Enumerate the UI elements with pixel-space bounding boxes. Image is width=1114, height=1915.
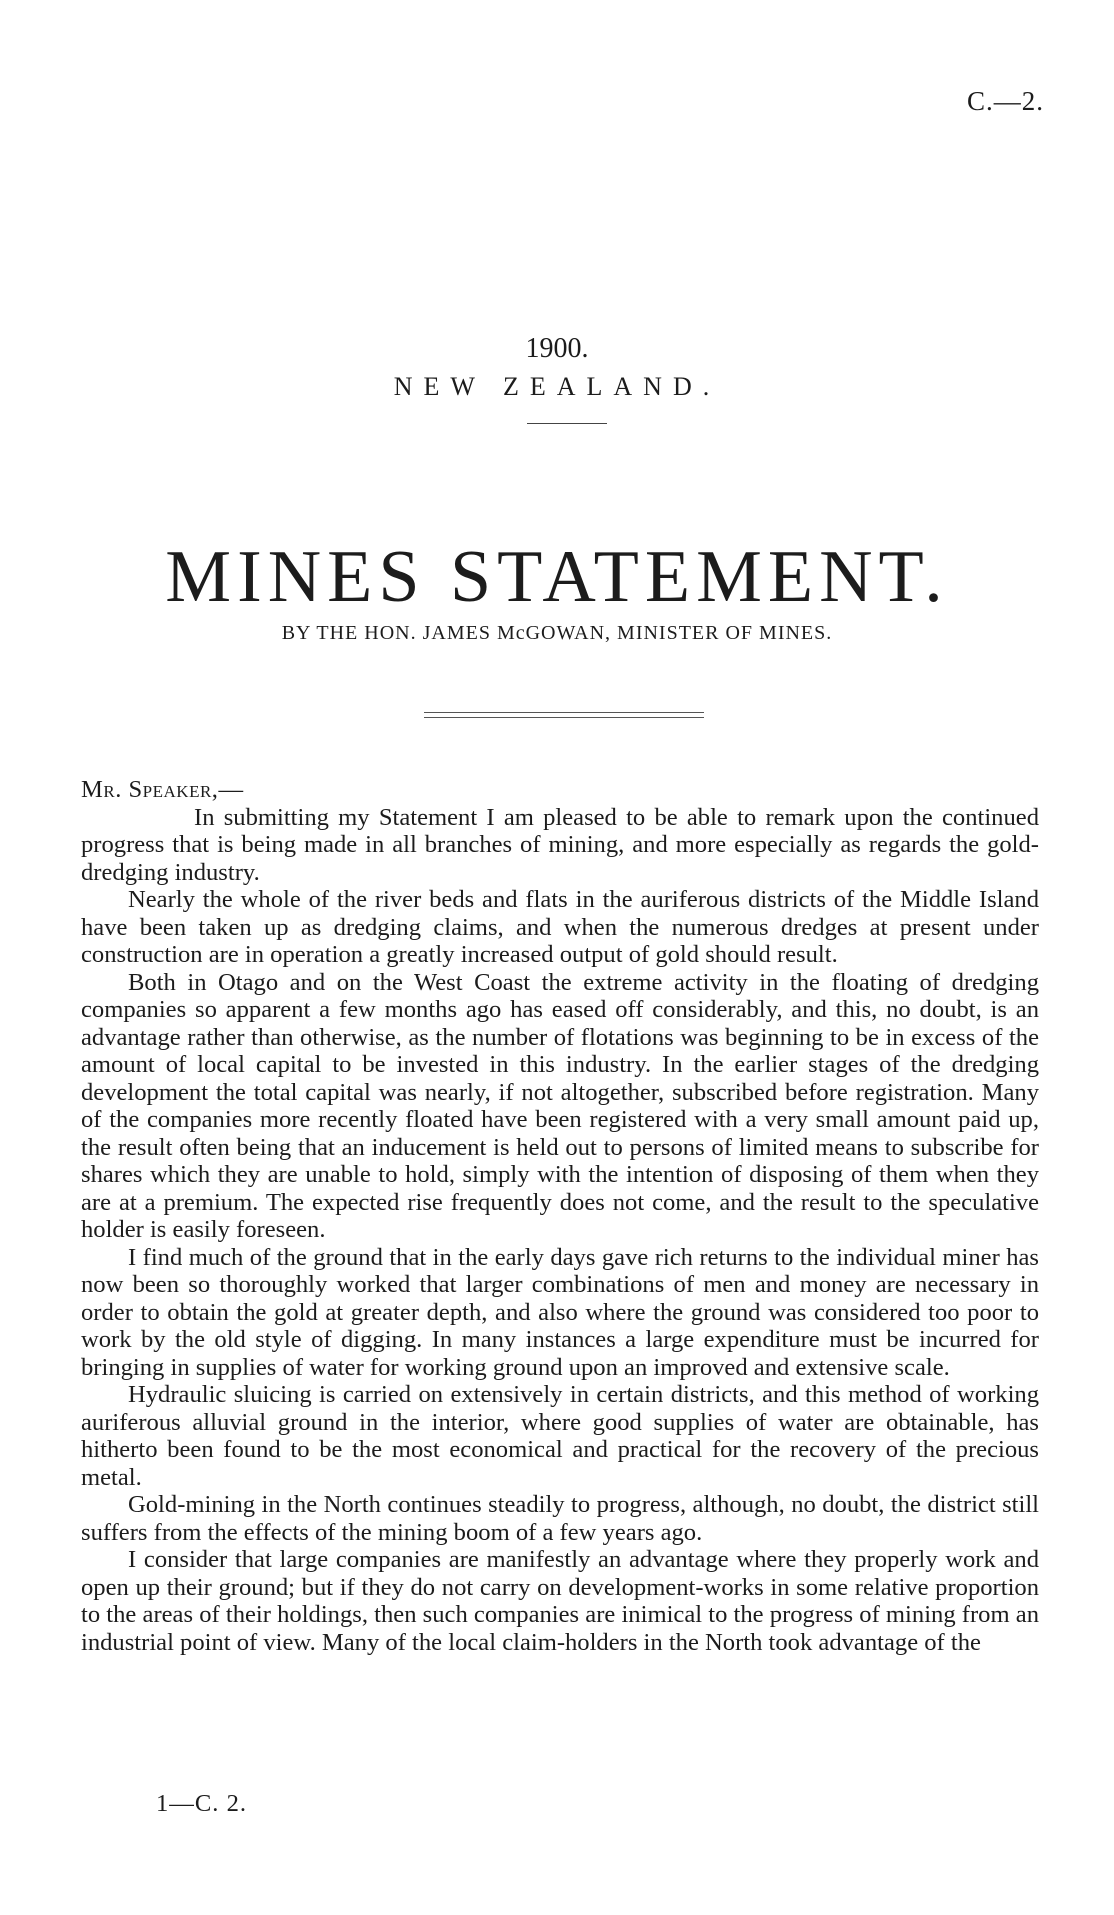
paragraph-6: Gold-mining in the North continues steadily to progress, although, no doubt, the district still suffers from the effects of the mining boom of a few years ago. bbox=[81, 1491, 1039, 1546]
byline: BY THE HON. JAMES McGOWAN, MINISTER OF MINES. bbox=[281, 622, 833, 644]
paragraph-2: Nearly the whole of the river beds and flats in the auriferous districts of the Middle Island have been taken up as dredging claims, and when the numerous dredges at present under construction are in operation a greatly increased output of gold should result. bbox=[81, 886, 1039, 968]
paragraph-1: In submitting my Statement I am pleased to be able to remark upon the continued progress that is being made in all branches of mining, and more especially as regards the gold-dredging industry. bbox=[81, 803, 1039, 886]
page-reference: C.—2. bbox=[966, 86, 1044, 116]
paragraph-5: Hydraulic sluicing is carried on extensively in certain districts, and this method of working auriferous alluvial ground in the interior, where good supplies of water are obtainable, has hitherto been found to be the most economical and practical for the recovery of the precious metal. bbox=[81, 1381, 1039, 1491]
paragraph-4: I find much of the ground that in the early days gave rich returns to the individual miner has now been so thoroughly worked that larger combinations of men and money are necessary in order to obtain the gold at greater depth, and also where the ground was considered too poor to work by the old style of digging. In many instances a large expenditure must be incurred for bringing in supplies of water for working ground upon an improved and extensive scale. bbox=[81, 1243, 1039, 1381]
paragraph-7: I consider that large companies are manifestly an advantage where they properly work and open up their ground; but if they do not carry on development-works in some relative proportion to the areas of their holdings, then such companies are inimical to the progress of mining from an industrial point of view. Many of the local claim-holders in the North took advantage of the bbox=[81, 1546, 1039, 1656]
short-divider bbox=[527, 423, 607, 424]
country-heading: NEW ZEALAND. bbox=[393, 372, 721, 401]
statement-body bbox=[81, 776, 1039, 1656]
double-divider bbox=[424, 712, 704, 718]
document-title: MINES STATEMENT. bbox=[165, 536, 949, 618]
paragraph-3: Both in Otago and on the West Coast the extreme activity in the floating of dredging companies so apparent a few months ago has eased off considerably, and this, no doubt, is an advantage rather than otherwise, as the number of flotations was beginning to be in excess of the amount of local capital to be invested in this industry. In the earlier stages of the dredging development the total capital was nearly, if not altogether, subscribed before registration. Many of the companies more recently floated have been registered with a very small amount paid up, the result often being that an inducement is held out to persons of limited means to subscribe for shares which they are unable to hold, simply with the intention of disposing of them when they are at a premium. The expected rise frequently does not come, and the result to the speculative holder is easily foreseen. bbox=[81, 968, 1039, 1243]
signature-mark: 1—C. 2. bbox=[156, 1790, 248, 1817]
document-year: 1900. bbox=[525, 333, 589, 364]
salutation: Mr. Speaker,— bbox=[81, 776, 244, 803]
